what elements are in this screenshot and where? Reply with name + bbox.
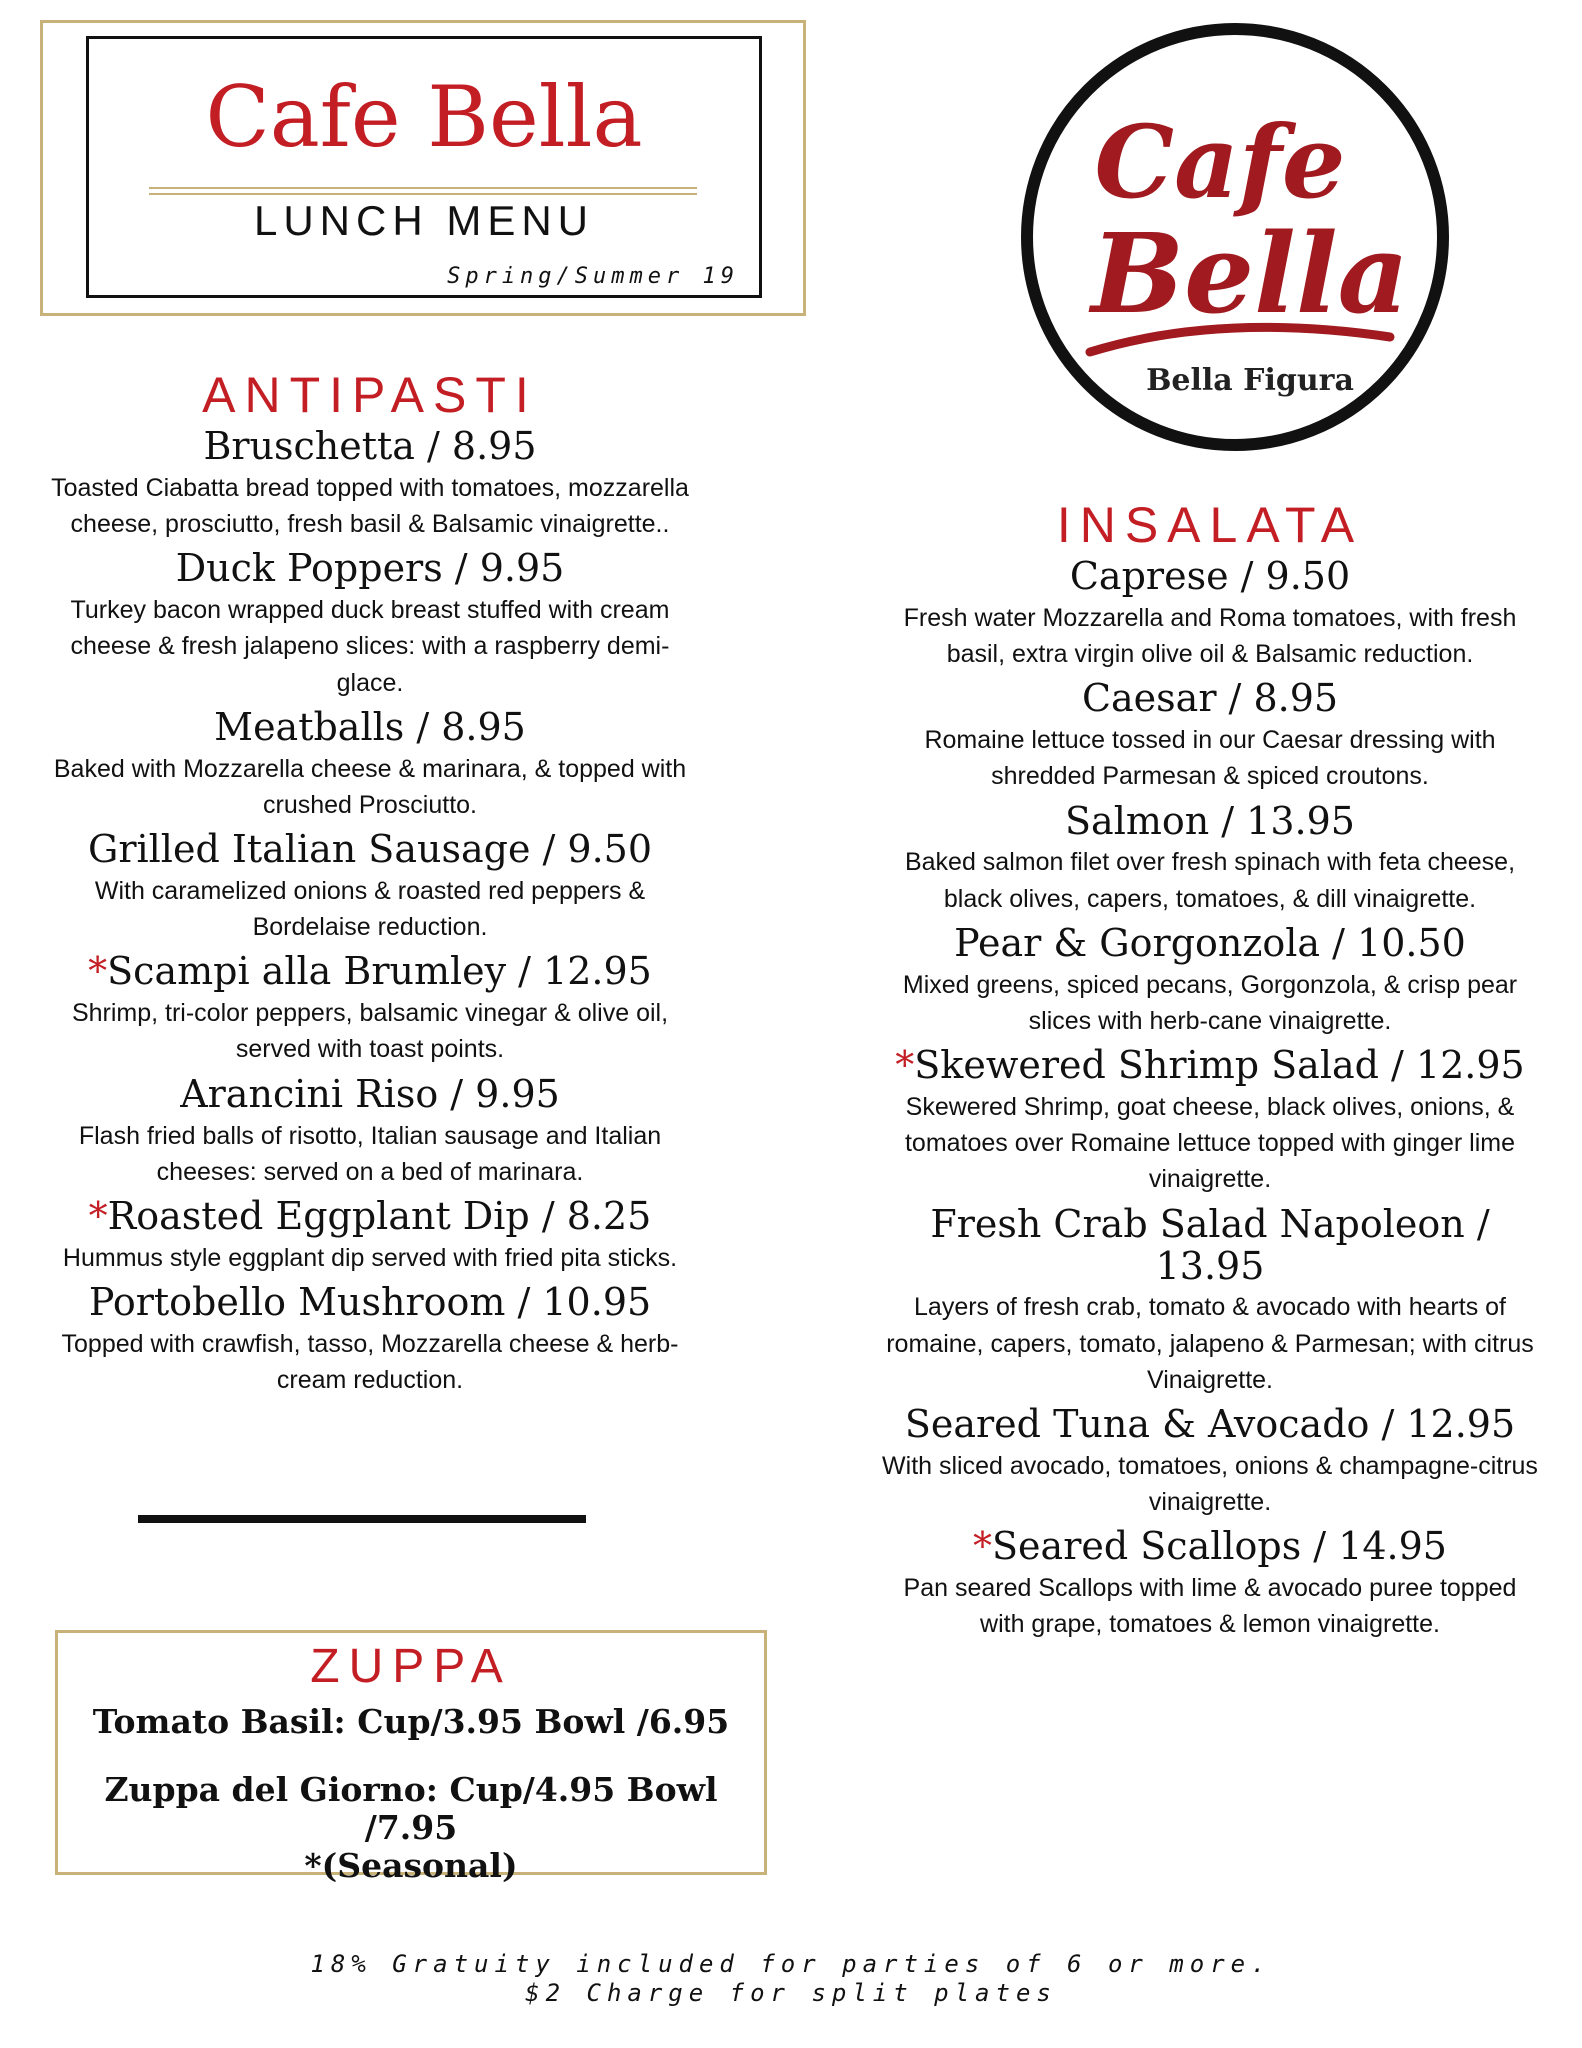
menu-item-name xyxy=(50,1071,690,1116)
title-divider xyxy=(149,187,697,195)
menu-item-title: Pear & Gorgonzola / 10.50 xyxy=(954,920,1466,965)
insalata-list xyxy=(880,556,1540,1643)
antipasti-section xyxy=(50,367,690,1404)
menu-item-title: Arancini Riso / 9.95 xyxy=(180,1071,560,1116)
menu-item-title: Roasted Eggplant Dip / 8.25 xyxy=(107,1194,652,1239)
menu-item-description: With sliced avocado, tomatoes, onions & champagne-citrus vinaigrette. xyxy=(882,1451,1538,1517)
menu-item xyxy=(50,548,690,701)
menu-item-title: Seared Tuna & Avocado / 12.95 xyxy=(904,1402,1516,1447)
zuppa-box xyxy=(55,1630,767,1885)
insalata-title: INSALATA xyxy=(1056,497,1364,553)
logo-tagline: Bella Figura xyxy=(1146,363,1354,398)
menu-item xyxy=(50,951,690,1067)
seasonal-star: * xyxy=(88,1194,108,1239)
menu-item-name xyxy=(880,1404,1540,1446)
menu-item-description: Hummus style eggplant dip served with fried pita sticks. xyxy=(62,1243,678,1272)
menu-item-title: Seared Scallops / 14.95 xyxy=(992,1524,1447,1569)
zuppa-title: ZUPPA xyxy=(310,1640,512,1693)
season-label: Spring/Summer 19 xyxy=(447,264,739,289)
menu-item-description: Shrimp, tri-color peppers, balsamic vinegar & olive oil, served with toast points. xyxy=(71,999,669,1064)
menu-item-name xyxy=(880,1201,1540,1288)
menu-item xyxy=(880,556,1540,672)
menu-item-name xyxy=(50,548,690,590)
menu-item-name xyxy=(880,556,1540,598)
menu-item-name xyxy=(50,1282,690,1324)
menu-item xyxy=(880,1526,1540,1642)
zuppa-tomato-basil: Tomato Basil: Cup/3.95 Bowl /6.95 xyxy=(92,1702,730,1741)
menu-item-name xyxy=(50,829,690,871)
antipasti-list xyxy=(50,426,690,1398)
menu-item-description: Skewered Shrimp, goat cheese, black olives, onions, & tomatoes over Romaine lettuce topped with ginger lime vinaigrette. xyxy=(904,1092,1516,1194)
gratuity-note: 18% Gratuity included for parties of 6 or more. xyxy=(310,1950,1272,1978)
menu-item-description: Fresh water Mozzarella and Roma tomatoes, with fresh basil, extra virgin olive oil & Balsamic reduction. xyxy=(903,603,1517,669)
menu-item-title: Duck Poppers / 9.95 xyxy=(175,546,565,591)
menu-item-name xyxy=(50,1196,690,1238)
menu-item-description: With caramelized onions & roasted red peppers & Bordelaise reduction. xyxy=(94,876,646,942)
insalata-section xyxy=(880,497,1540,1649)
menu-item-description: Turkey bacon wrapped duck breast stuffed with cream cheese & fresh jalapeno slices: with a raspberry demi-glace. xyxy=(70,596,670,697)
menu-item xyxy=(50,1282,690,1398)
menu-item-title: Fresh Crab Salad Napoleon / 13.95 xyxy=(930,1201,1490,1288)
menu-item-description: Baked salmon filet over fresh spinach with feta cheese, black olives, capers, tomatoes, & dill vinaigrette. xyxy=(904,848,1516,913)
menu-item-name xyxy=(880,1045,1540,1087)
menu-item-description: Flash fried balls of risotto, Italian sausage and Italian cheeses: served on a bed of marinara. xyxy=(78,1121,662,1186)
split-plate-note: $2 Charge for split plates xyxy=(525,1978,1057,2007)
menu-item-name xyxy=(880,920,1540,965)
antipasti-title: ANTIPASTI xyxy=(202,367,538,423)
menu-item-description: Mixed greens, spiced pecans, Gorgonzola, & crisp pear slices with herb-cane vinaigrette. xyxy=(902,970,1518,1035)
menu-item-title: Scampi alla Brumley / 12.95 xyxy=(107,949,652,994)
menu-item xyxy=(880,1045,1540,1198)
zuppa-seasonal-note: *(Seasonal) xyxy=(304,1845,518,1885)
menu-item-name xyxy=(50,951,690,993)
menu-item xyxy=(880,1201,1540,1398)
menu-item-description: Romaine lettuce tossed in our Caesar dressing with shredded Parmesan & spiced croutons. xyxy=(924,726,1496,791)
menu-item-description: Toasted Ciabatta bread topped with tomatoes, mozzarella cheese, prosciutto, fresh basil & Balsamic vinaigrette.. xyxy=(51,473,689,539)
menu-item-title: Skewered Shrimp Salad / 12.95 xyxy=(914,1043,1525,1088)
menu-item-name xyxy=(50,704,690,749)
menu-item xyxy=(50,704,690,823)
menu-item-title: Bruschetta / 8.95 xyxy=(203,424,537,468)
menu-item xyxy=(880,1404,1540,1520)
menu-item xyxy=(880,920,1540,1039)
antipasti-divider xyxy=(138,1515,586,1523)
header-box xyxy=(86,36,762,298)
menu-item xyxy=(880,798,1540,917)
seasonal-star: * xyxy=(895,1043,915,1088)
menu-item-title: Grilled Italian Sausage / 9.50 xyxy=(87,827,653,872)
menu-item-title: Salmon / 13.95 xyxy=(1065,798,1355,843)
menu-item-description: Baked with Mozzarella cheese & marinara, & topped with crushed Prosciutto. xyxy=(53,754,687,819)
menu-item-name xyxy=(880,678,1540,720)
menu-subtitle: LUNCH MENU xyxy=(253,197,594,244)
menu-item-name xyxy=(880,798,1540,843)
cafe-bella-logo xyxy=(1020,22,1450,452)
menu-item xyxy=(50,1196,690,1276)
logo-text-bella: Bella xyxy=(1091,209,1409,338)
menu-item xyxy=(50,1071,690,1190)
zuppa-del-giorno: Zuppa del Giorno: Cup/4.95 Bowl /7.95 xyxy=(104,1769,718,1847)
menu-item-description: Layers of fresh crab, tomato & avocado with hearts of romaine, capers, tomato, jalapeno & Parmesan; with citrus Vinaigrette. xyxy=(886,1293,1534,1394)
logo-text-cafe: Cafe xyxy=(1094,103,1346,221)
menu-item xyxy=(50,829,690,945)
footer-notes xyxy=(0,1950,1582,2008)
seasonal-star: * xyxy=(973,1524,993,1569)
menu-item-name xyxy=(880,1526,1540,1568)
menu-item xyxy=(880,678,1540,794)
menu-item-title: Meatballs / 8.95 xyxy=(214,704,526,749)
menu-item-name xyxy=(50,426,690,468)
menu-item-description: Pan seared Scallops with lime & avocado puree topped with grape, tomatoes & lemon vinaigrette. xyxy=(903,1574,1517,1639)
menu-item-title: Portobello Mushroom / 10.95 xyxy=(88,1280,652,1325)
menu-item-title: Caprese / 9.50 xyxy=(1069,554,1351,598)
menu-item-description: Topped with crawfish, tasso, Mozzarella cheese & herb-cream reduction. xyxy=(61,1329,679,1395)
menu-item-title: Caesar / 8.95 xyxy=(1081,676,1339,721)
restaurant-title: Cafe Bella xyxy=(205,68,643,166)
menu-item xyxy=(50,426,690,542)
seasonal-star: * xyxy=(88,949,108,994)
